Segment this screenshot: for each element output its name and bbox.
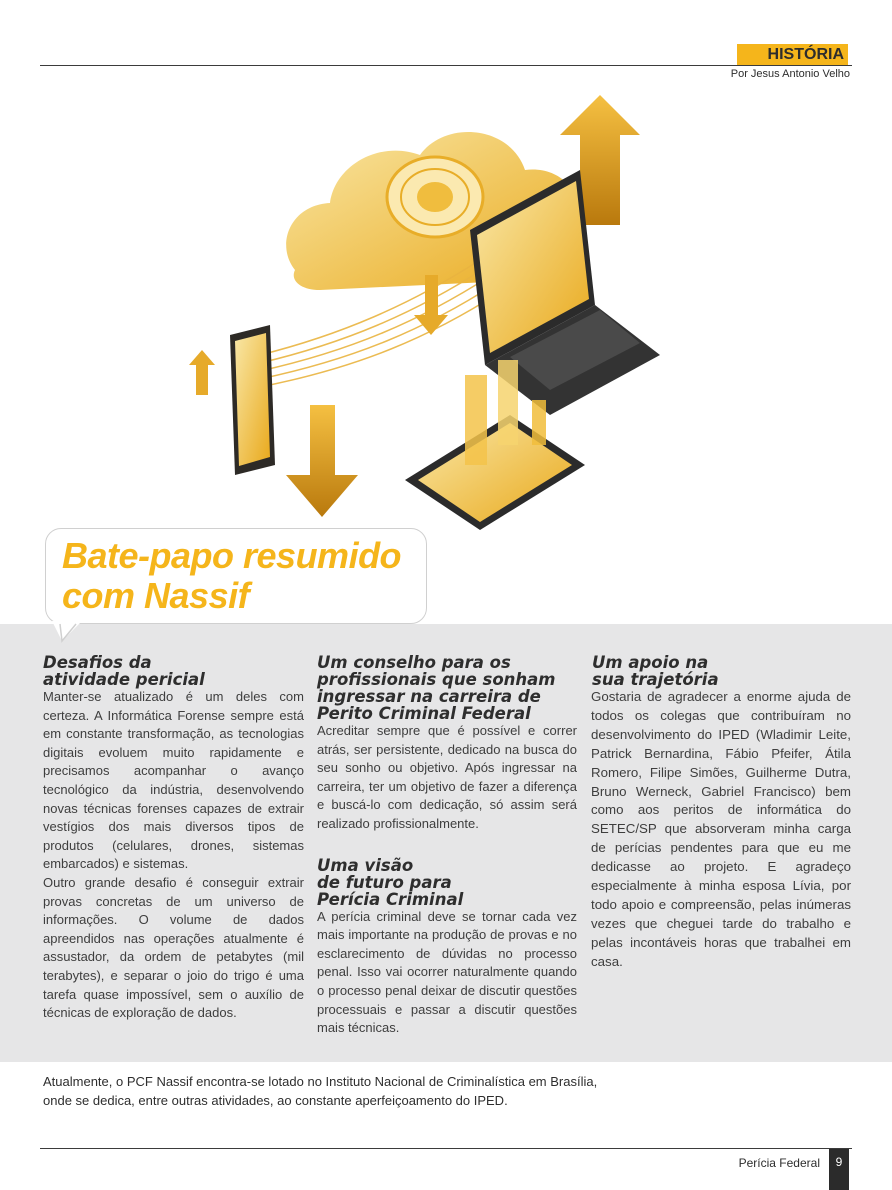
cloud-devices-illustration (180, 85, 680, 540)
column-3 (591, 654, 851, 972)
paragraph: Outro grande desafio é conseguir extrair provas concretas de um universo de informações. O volume de dados apreendidos nas operações atualmente é assustador, da ordem de petabytes (mil terabytes), e separar o joio do trigo é uma tarefa quase impossível, sem o auxílio de técnicas de exploração de dados. (43, 874, 304, 1021)
page-number: 9 (829, 1149, 849, 1190)
magazine-name: Perícia Federal (738, 1156, 820, 1170)
heading-line: ingressar na carreira de (317, 687, 541, 706)
section-heading (592, 654, 851, 688)
speech-bubble-tail (52, 621, 82, 643)
header-rule (40, 65, 852, 66)
heading-line: Perito Criminal Federal (317, 704, 531, 723)
column-1 (43, 654, 304, 1023)
article-title (62, 536, 401, 616)
title-line-1: Bate-papo resumido (62, 535, 402, 576)
paragraph: Manter-se atualizado é um deles com certeza. A Informática Forense sempre está em constante transformação, as tecnologias digitais evoluem muito rapidamente e precisamos acompanhar o avanço tecnológico da indústria, desenvolvendo novas técnicas forenses capazes de extrair vestígios dos mais diversos tipos de produtos (celulares, drones, sistemas embarcados) e sistemas. (43, 689, 304, 872)
paragraph: Acreditar sempre que é possível e correr atrás, ser persistente, dedicado na busca do seu sonho ou objetivo. Após ingressar na carreira, ter um objetivo de fazer a diferença e buscá-lo com dedicação, só assim será realizado profissionalmente. (317, 723, 577, 831)
heading-line: Perícia Criminal (317, 889, 464, 909)
paragraph: Gostaria de agradecer a enorme ajuda de todos os colegas que contribuíram no desenvolvimento do IPED (Wladimir Leite, Patrick Bernardina, Fábio Pfeifer, Átila Romero, Filipe Simões, Guilherme Dutra, Bruno Werneck, Gabriel Francisco) bem como aos peritos de informática do SETEC/SP que absorveram minha carga de perícias pendentes para que eu me dedicasse ao projeto. E agradeço especialmente à minha esposa Lívia, por todo apoio e compreensão, pelas inúmeras vezes que cheguei tarde do trabalho e pelas incontáveis horas que trabalhei em casa. (591, 689, 851, 969)
section-heading (317, 857, 577, 908)
footer-rule (40, 1148, 852, 1149)
section-tag: HISTÓRIA (737, 44, 848, 65)
title-line-2: com Nassif (62, 575, 250, 616)
closing-note (43, 1072, 743, 1110)
small-up-arrow-icon (189, 350, 215, 395)
heading-line: de futuro para (317, 872, 452, 892)
heading-line: Uma visão (317, 855, 414, 875)
closing-line: onde se dedica, entre outras atividades, ao constante aperfeiçoamento do IPED. (43, 1093, 508, 1108)
heading-line: atividade pericial (43, 670, 205, 689)
heading-line: Um apoio na (592, 653, 709, 672)
section-heading (43, 654, 304, 688)
smartphone-icon (230, 325, 275, 475)
section-heading (317, 654, 577, 722)
heading-line: profissionais que sonham (317, 670, 556, 689)
down-arrow-icon (286, 405, 358, 517)
heading-line: Desafios da (43, 653, 152, 672)
column-2 (317, 654, 577, 1038)
byline: Por Jesus Antonio Velho (730, 68, 850, 80)
heading-line: Um conselho para os (317, 653, 511, 672)
heading-line: sua trajetória (592, 670, 719, 689)
closing-line: Atualmente, o PCF Nassif encontra-se lotado no Instituto Nacional de Criminalística em Brasília, (43, 1074, 598, 1089)
paragraph: A perícia criminal deve se tornar cada vez mais importante na produção de provas e no esclarecimento de dúvidas no processo penal. Isso vai ocorrer naturalmente quando o processo penal deixar de discutir questões processuais e passar a discutir questões mais técnicas. (317, 908, 577, 1036)
